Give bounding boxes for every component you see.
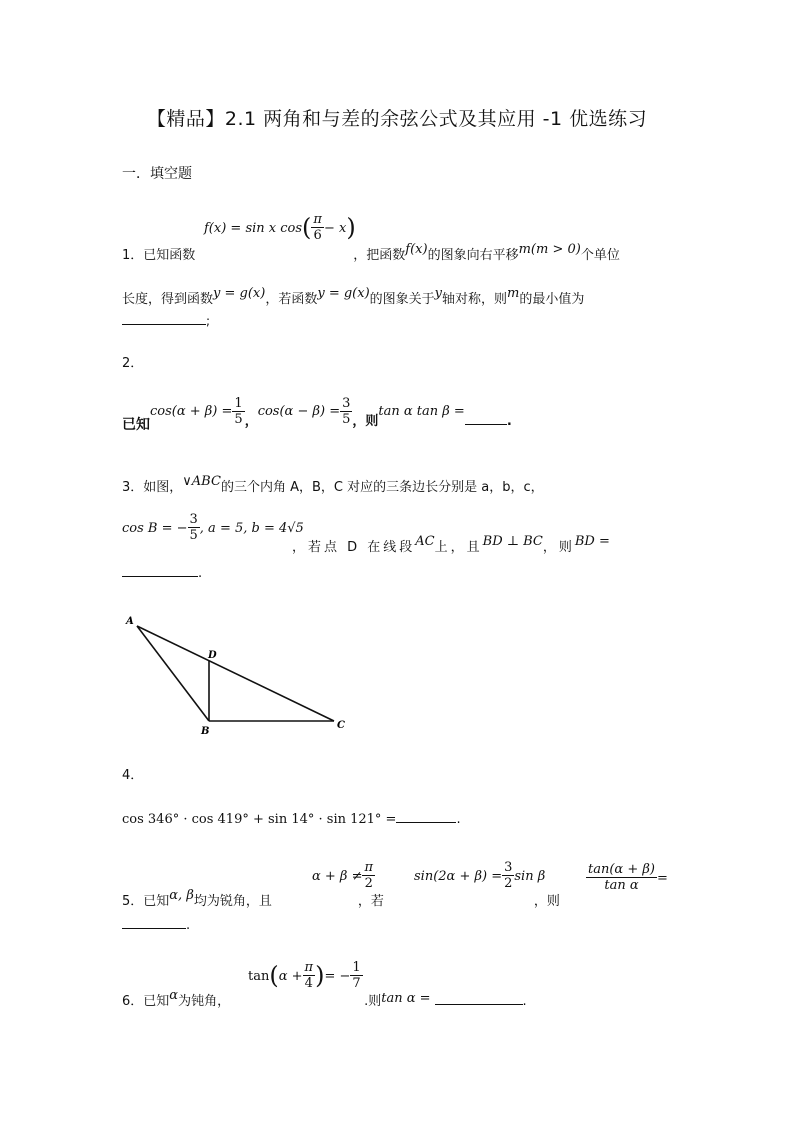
q6-alpha-plus: α + xyxy=(278,969,303,984)
q2-comma: ， xyxy=(244,414,258,429)
q6-pi-over-4 xyxy=(303,960,316,991)
q1-y: y xyxy=(434,286,443,301)
side-AB xyxy=(137,626,209,721)
q1-answer-blank[interactable] xyxy=(122,324,206,325)
q5-two: 2 xyxy=(364,876,373,891)
q2-end: . xyxy=(506,414,512,429)
q1-answer-line xyxy=(122,314,210,329)
q1-ygx2: y = g(x) xyxy=(317,286,370,301)
q2-answer-blank[interactable] xyxy=(465,424,507,425)
side-AC xyxy=(137,626,334,721)
q2-known: 已知 xyxy=(122,417,150,433)
q1-func-lhs: f(x) = sin x cos xyxy=(204,221,303,236)
q6-alpha: α xyxy=(169,988,179,1003)
q5-num: 5．已知 xyxy=(122,894,170,909)
q5-answer-blank[interactable] xyxy=(122,928,186,929)
label-B: B xyxy=(201,726,210,737)
q2-num: 2． xyxy=(122,356,144,371)
q3-t4: ，则 xyxy=(542,540,575,555)
q5-tan-num: tan(α + β) xyxy=(588,862,655,877)
q6-paren-open: ( xyxy=(269,961,279,990)
q5-three: 3 xyxy=(504,860,513,875)
q2-one: 1 xyxy=(234,396,243,411)
label-C: C xyxy=(337,720,345,731)
q3-answer-line xyxy=(122,566,202,581)
q6-line xyxy=(122,990,527,1009)
q6-four: 4 xyxy=(304,976,313,991)
q6-eq: = − xyxy=(324,969,351,984)
q6-num: 6．已知 xyxy=(122,994,170,1009)
q2-cos-diff: cos(α − β) = xyxy=(257,404,341,419)
q2-three: 3 xyxy=(342,396,351,411)
q5-cond xyxy=(312,860,375,891)
q1-t1: ，把函数 xyxy=(353,248,406,263)
q4-num: 4． xyxy=(122,768,144,783)
q1-m-cond: m(m > 0) xyxy=(518,242,581,257)
q1-line1 xyxy=(122,244,620,263)
q3-t2: ，若点 D 在线段 xyxy=(292,540,416,555)
q5-t1: 均为锐角，且 xyxy=(193,894,272,909)
q1-m: m xyxy=(507,286,520,301)
q3-num: 3．如图， xyxy=(122,480,183,495)
q1-num: 1．已知函数 xyxy=(122,248,196,263)
q4-answer-blank[interactable] xyxy=(396,822,456,823)
q5-pi: π xyxy=(364,860,374,875)
q1-t8: 的最小值为 xyxy=(519,292,585,307)
q5-tan-ratio xyxy=(586,862,668,893)
q5-t2: ，若 xyxy=(357,894,384,909)
q5-two2: 2 xyxy=(504,876,513,891)
q5-line1 xyxy=(122,890,560,909)
q6-tan-a: tan α = xyxy=(381,991,431,1006)
q6-one: 1 xyxy=(352,960,361,975)
q1-line2 xyxy=(122,288,584,307)
q2-tanprod: tan α tan β = xyxy=(378,404,465,419)
q3-triangle: ∨ABC xyxy=(182,474,221,489)
q5-end: . xyxy=(186,918,191,933)
q3-AC: AC xyxy=(415,534,435,549)
q6-tan: tan xyxy=(248,969,270,984)
q4-end: . xyxy=(456,812,461,827)
q1-ygx: y = g(x) xyxy=(213,286,266,301)
q4-line xyxy=(122,808,461,827)
label-A: A xyxy=(126,616,134,627)
q3-cosB: cos B = − xyxy=(122,521,188,536)
q3-rest: , a = 5, b = 4√5 xyxy=(199,521,304,536)
q3-BD: BD = xyxy=(574,534,610,549)
q6-t2: .则 xyxy=(364,994,382,1009)
q2-frac-3-5 xyxy=(340,396,352,427)
q5-answer-line xyxy=(122,918,190,933)
q1-t6: 的图象关于 xyxy=(369,292,435,307)
q5-sin-lhs: sin(2α + β) = xyxy=(414,869,503,884)
q5-tan-den: tan α xyxy=(604,878,639,893)
q6-pi: π xyxy=(304,960,314,975)
q1-pi: π xyxy=(313,212,322,227)
q5-pi-over-2 xyxy=(362,860,375,891)
q6-formula xyxy=(248,960,363,991)
q3-frac-3-5 xyxy=(188,512,200,543)
q5-t3: ，则 xyxy=(533,894,560,909)
section-heading: 一．填空题 xyxy=(122,166,192,182)
q1-formula xyxy=(204,212,356,243)
q6-one-seventh xyxy=(350,960,362,991)
q1-t5: ，若函数 xyxy=(265,292,318,307)
q3-three: 3 xyxy=(189,512,198,527)
q3-t3: 上，且 xyxy=(434,540,483,555)
q3-five: 5 xyxy=(189,528,198,543)
q2-line xyxy=(122,396,512,433)
q3-line2 xyxy=(122,512,304,543)
q1-semicolon: ; xyxy=(206,314,211,328)
q6-seven: 7 xyxy=(352,976,361,991)
q3-perp: BD ⊥ BC xyxy=(482,534,543,549)
q1-minus-x: − x xyxy=(323,221,347,236)
q1-t3: 个单位 xyxy=(580,248,620,263)
q1-t2: 的图象向右平移 xyxy=(427,248,519,263)
q1-pi-over-6 xyxy=(311,212,324,243)
q1-t4: 长度，得到函数 xyxy=(122,292,214,307)
q5-sin-eq xyxy=(414,860,545,891)
q6-answer-blank[interactable] xyxy=(435,1004,523,1005)
q6-t1: 为钝角， xyxy=(178,994,231,1009)
q1-six: 6 xyxy=(313,228,322,243)
q3-end: . xyxy=(198,566,203,581)
q5-cond-lhs: α + β ≠ xyxy=(312,869,363,884)
triangle-figure xyxy=(120,608,360,738)
q5-ab: α, β xyxy=(169,888,194,903)
q3-line1 xyxy=(122,476,544,495)
q6-end: . xyxy=(522,994,527,1009)
q1-t7: 轴对称，则 xyxy=(442,292,508,307)
q5-tan-frac xyxy=(586,862,657,893)
q6-paren-close: ) xyxy=(315,961,325,990)
q5-eq: = xyxy=(656,871,668,886)
q3-answer-blank[interactable] xyxy=(122,576,198,577)
q1-paren-close: ) xyxy=(346,213,356,242)
q4-expr: cos 346° · cos 419° + sin 14° · sin 121° = xyxy=(122,812,397,827)
q2-ze: ，则 xyxy=(352,414,379,429)
q2-five2: 5 xyxy=(342,412,351,427)
q2-frac-1-5 xyxy=(232,396,244,427)
q2-cos-sum: cos(α + β) = xyxy=(150,404,233,419)
q2-five: 5 xyxy=(234,412,243,427)
q5-three-halves xyxy=(502,860,514,891)
q1-paren-open: ( xyxy=(302,213,312,242)
document-title: 【精品】2.1 两角和与差的余弦公式及其应用 -1 优选练习 xyxy=(146,108,648,130)
q5-sinb: sin β xyxy=(514,869,546,884)
q3-line2-text xyxy=(292,536,610,555)
q1-fx: f(x) xyxy=(405,242,428,257)
q3-t1: 的三个内角 A，B，C 对应的三条边长分别是 a，b，c， xyxy=(220,480,544,495)
label-D: D xyxy=(208,650,217,661)
